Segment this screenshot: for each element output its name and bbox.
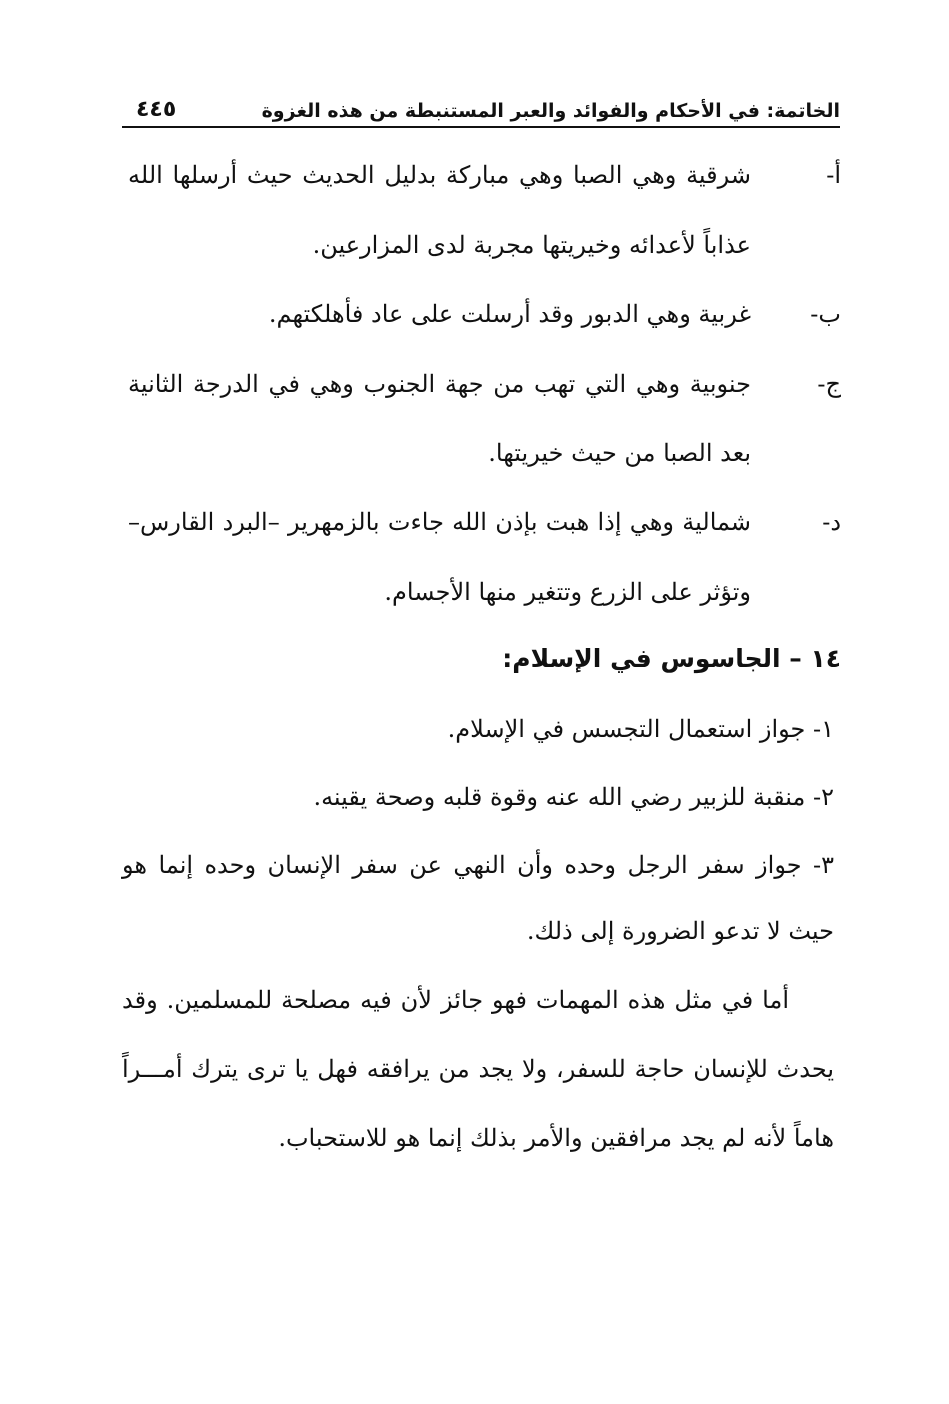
point-2: ٢- منقبة للزبير رضي الله عنه وقوة قلبه وصحة يقينه.: [313, 783, 834, 811]
chapter-title: الخاتمة: في الأحكام والفوائد والعبر المستنبطة من هذه الغزوة: [261, 100, 840, 122]
page-number: ٤٤٥: [136, 97, 177, 122]
section-heading: ١٤ – الجاسوس في الإسلام:: [502, 644, 841, 673]
running-header: [122, 92, 840, 128]
wind-d-line-1: شمالية وهي إذا هبت بإذن الله جاءت بالزمهرير –البرد القارس–: [128, 508, 752, 536]
wind-c-line-2: بعد الصبا من حيث خيريتها.: [488, 439, 751, 467]
wind-label-d: د-: [822, 508, 841, 536]
paragraph-line-3: هاماً لأنه لم يجد مرافقين والأمر بذلك إنما هو للاستحباب.: [278, 1124, 834, 1152]
point-3-line-2: حيث لا تدعو الضرورة إلى ذلك.: [526, 917, 834, 945]
paragraph-line-1: أما في مثل هذه المهمات فهو جائز لأن فيه مصلحة للمسلمين. وقد: [122, 986, 789, 1014]
paragraph-line-2: يحدث للإنسان حاجة للسفر، ولا يجد من يرافقه فهل يا ترى يترك أمـــراً: [122, 1055, 834, 1083]
wind-c-line-1: جنوبية وهي التي تهب من جهة الجنوب وهي في الدرجة الثانية: [128, 370, 751, 398]
wind-b-line-1: غربية وهي الدبور وقد أرسلت على عاد فأهلكتهم.: [268, 300, 751, 328]
point-3-line-1: ٣- جواز سفر الرجل وحده وأن النهي عن سفر الإنسان وحده إنما هو: [122, 851, 834, 879]
wind-d-line-2: وتؤثر على الزرع وتتغير منها الأجسام.: [384, 578, 751, 606]
wind-a-line-2: عذاباً لأعدائه وخيريتها مجربة لدى المزارعين.: [312, 231, 751, 259]
point-1: ١- جواز استعمال التجسس في الإسلام.: [447, 715, 834, 743]
wind-label-a: أ-: [826, 161, 841, 189]
wind-label-c: ج-: [817, 370, 841, 398]
wind-label-b: ب-: [810, 300, 841, 328]
wind-a-line-1: شرقية وهي الصبا وهي مباركة بدليل الحديث حيث أرسلها الله: [128, 161, 751, 189]
